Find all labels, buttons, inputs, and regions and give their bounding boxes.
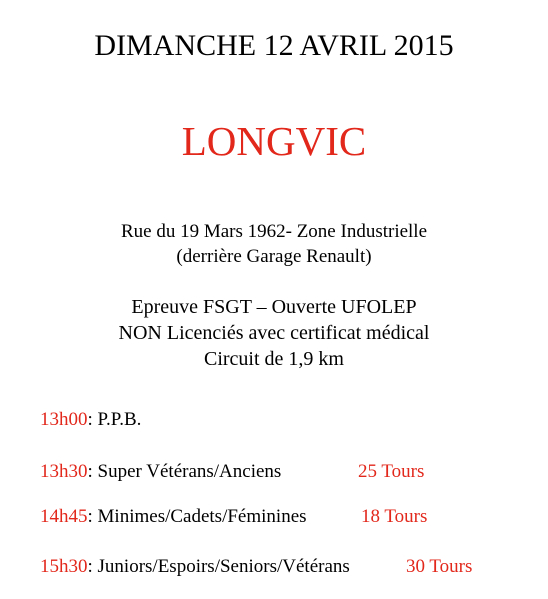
event-date: DIMANCHE 12 AVRIL 2015	[94, 29, 454, 62]
race-federation: Epreuve FSGT – Ouverte UFOLEP	[131, 296, 417, 318]
address-street: Rue du 19 Mars 1962- Zone Industrielle	[120, 221, 428, 242]
event-city: LONGVIC	[181, 118, 367, 164]
schedule-tours: 30 Tours	[406, 556, 473, 577]
schedule-time: 14h45	[40, 506, 88, 527]
schedule-row	[40, 408, 141, 432]
schedule-tours: 18 Tours	[361, 506, 428, 527]
race-eligibility: NON Licenciés avec certificat médical	[118, 322, 430, 344]
schedule-row	[40, 555, 350, 579]
race-circuit: Circuit de 1,9 km	[204, 348, 344, 370]
schedule-time: 13h00	[40, 409, 88, 430]
schedule-time: 13h30	[40, 461, 88, 482]
schedule-category: : Super Vétérans/Anciens	[87, 461, 282, 482]
schedule-row	[40, 460, 281, 484]
schedule-time: 15h30	[40, 556, 88, 577]
schedule-category: : Minimes/Cadets/Féminines	[87, 506, 307, 527]
schedule-tours: 25 Tours	[358, 461, 425, 482]
schedule-row	[40, 505, 307, 529]
address-landmark: (derrière Garage Renault)	[176, 246, 372, 267]
schedule-category: : Juniors/Espoirs/Seniors/Vétérans	[87, 556, 350, 577]
schedule-category: : P.P.B.	[87, 409, 142, 430]
